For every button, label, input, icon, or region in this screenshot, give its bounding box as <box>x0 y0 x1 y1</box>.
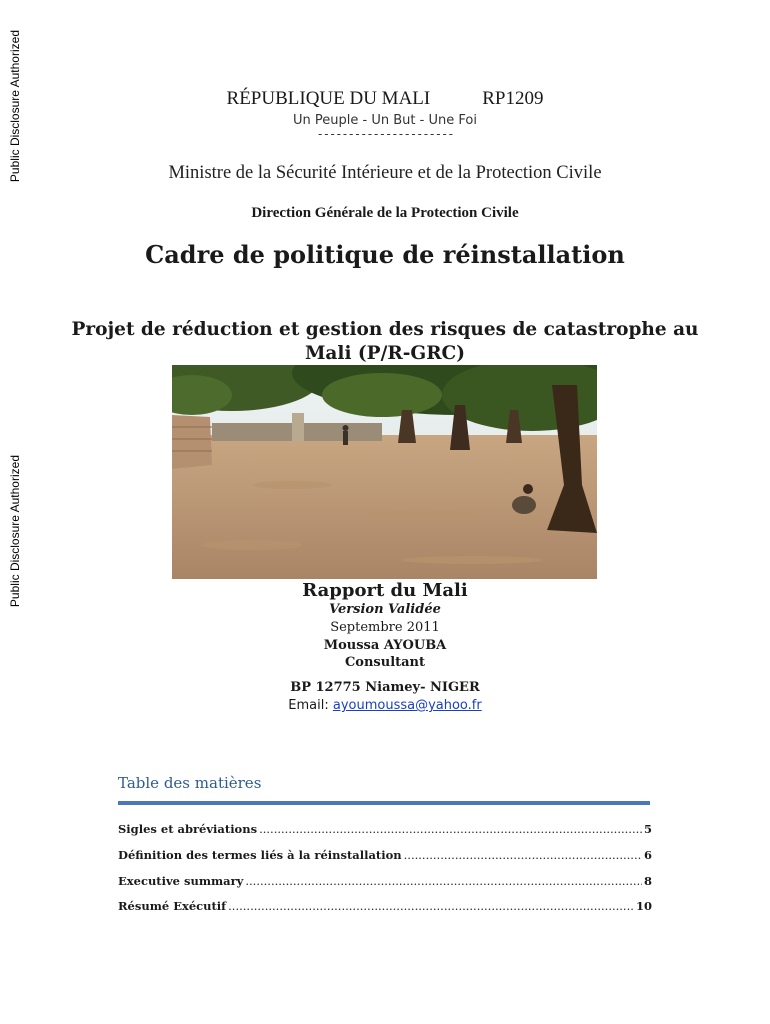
toc-leader <box>259 822 642 836</box>
toc-entry-label: Sigles et abréviations <box>118 822 258 836</box>
project-title <box>0 318 770 366</box>
email-label: Email: <box>288 698 329 713</box>
toc-divider <box>118 801 650 805</box>
toc-leader <box>404 848 642 862</box>
report-date: Septembre 2011 <box>330 620 440 635</box>
report-title: Rapport du Mali <box>302 580 468 601</box>
disclosure-label-middle: Public Disclosure Authorized <box>8 455 22 608</box>
author-role: Consultant <box>344 655 426 670</box>
toc-leader <box>245 874 642 888</box>
toc-entry-page: 8 <box>643 874 652 888</box>
toc-entry-page: 5 <box>643 822 652 836</box>
ministry-name: Ministre de la Sécurité Intérieure et de la Protection Civile <box>168 163 602 183</box>
country-name: RÉPUBLIQUE DU MALI <box>226 88 431 109</box>
email-line <box>0 698 770 713</box>
toc-entry-label: Executive summary <box>118 874 244 888</box>
disclosure-label-top: Public Disclosure Authorized <box>8 30 22 183</box>
toc-entry[interactable] <box>118 874 652 888</box>
header-separator: ---------------------- <box>316 127 454 141</box>
header-line <box>0 88 770 110</box>
report-author: Moussa AYOUBA <box>323 638 447 653</box>
toc-entry-label: Résumé Exécutif <box>118 899 227 913</box>
email-link[interactable]: ayoumoussa@yahoo.fr <box>332 698 482 713</box>
report-version: Version Validée <box>329 602 441 617</box>
national-motto: Un Peuple - Un But - Une Foi <box>293 113 477 128</box>
toc-entry[interactable] <box>118 899 652 913</box>
toc-leader <box>228 899 634 913</box>
project-title-line2: Mali (P/R-GRC) <box>304 343 466 364</box>
toc-entry-page: 10 <box>635 899 652 913</box>
toc-entry-page: 6 <box>643 848 652 862</box>
direction-name: Direction Générale de la Protection Civile <box>251 205 519 221</box>
toc-entry-label: Définition des termes liés à la réinstallation <box>118 848 402 862</box>
toc-entry[interactable] <box>118 848 652 862</box>
author-address: BP 12775 Niamey- NIGER <box>290 680 480 695</box>
document-title: Cadre de politique de réinstallation <box>145 240 625 269</box>
toc-entry[interactable] <box>118 822 652 836</box>
project-title-line1: Projet de réduction et gestion des risques de catastrophe au <box>71 319 699 340</box>
cover-photo <box>172 365 597 579</box>
report-code: RP1209 <box>482 88 544 109</box>
toc-heading: Table des matières <box>118 774 262 792</box>
